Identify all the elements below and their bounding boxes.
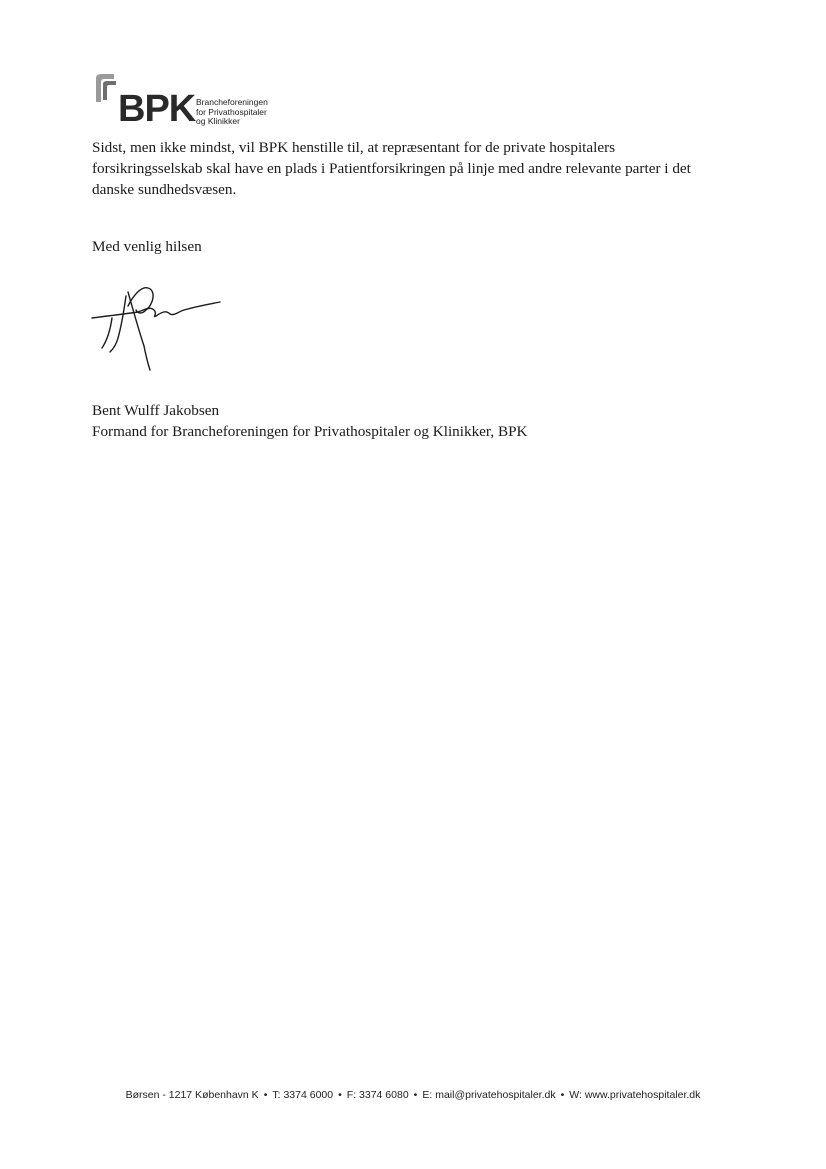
signer-block xyxy=(92,400,528,442)
body-paragraph xyxy=(92,137,732,200)
footer-separator: • xyxy=(560,1089,565,1101)
closing-salutation: Med venlig hilsen xyxy=(92,238,202,255)
body-line: danske sundhedsvæsen. xyxy=(92,181,237,198)
logo-org-name xyxy=(196,98,268,127)
footer-contact xyxy=(0,1089,826,1101)
footer-separator: • xyxy=(263,1089,268,1101)
logo-org-line: og Klinikker xyxy=(196,116,240,126)
logo-org-line: Brancheforeningen xyxy=(196,97,268,107)
footer-separator: • xyxy=(338,1089,342,1101)
footer-fax: F: 3374 6080 xyxy=(346,1089,409,1101)
footer-phone: T: 3374 6000 xyxy=(272,1089,334,1101)
footer-address: Børsen - 1217 København K xyxy=(125,1089,259,1101)
body-line: forsikringsselskab skal have en plads i Patientforsikringen på linje med andre relevante parter i det xyxy=(92,160,691,177)
footer-email[interactable]: E: mail@privatehospitaler.dk xyxy=(422,1089,556,1101)
signature xyxy=(88,276,228,376)
signer-name: Bent Wulff Jakobsen xyxy=(92,402,220,419)
logo-org-line: for Privathospitaler xyxy=(196,106,267,117)
logo-wordmark: BPK xyxy=(118,88,196,130)
footer-separator: • xyxy=(413,1089,418,1101)
body-line: Sidst, men ikke mindst, vil BPK henstille til, at repræsentant for de private hospitalers xyxy=(92,139,616,156)
signer-title: Formand for Brancheforeningen for Privathospitaler og Klinikker, BPK xyxy=(92,423,528,440)
footer-website[interactable]: W: www.privatehospitaler.dk xyxy=(569,1089,701,1101)
letterhead-logo xyxy=(92,72,292,136)
